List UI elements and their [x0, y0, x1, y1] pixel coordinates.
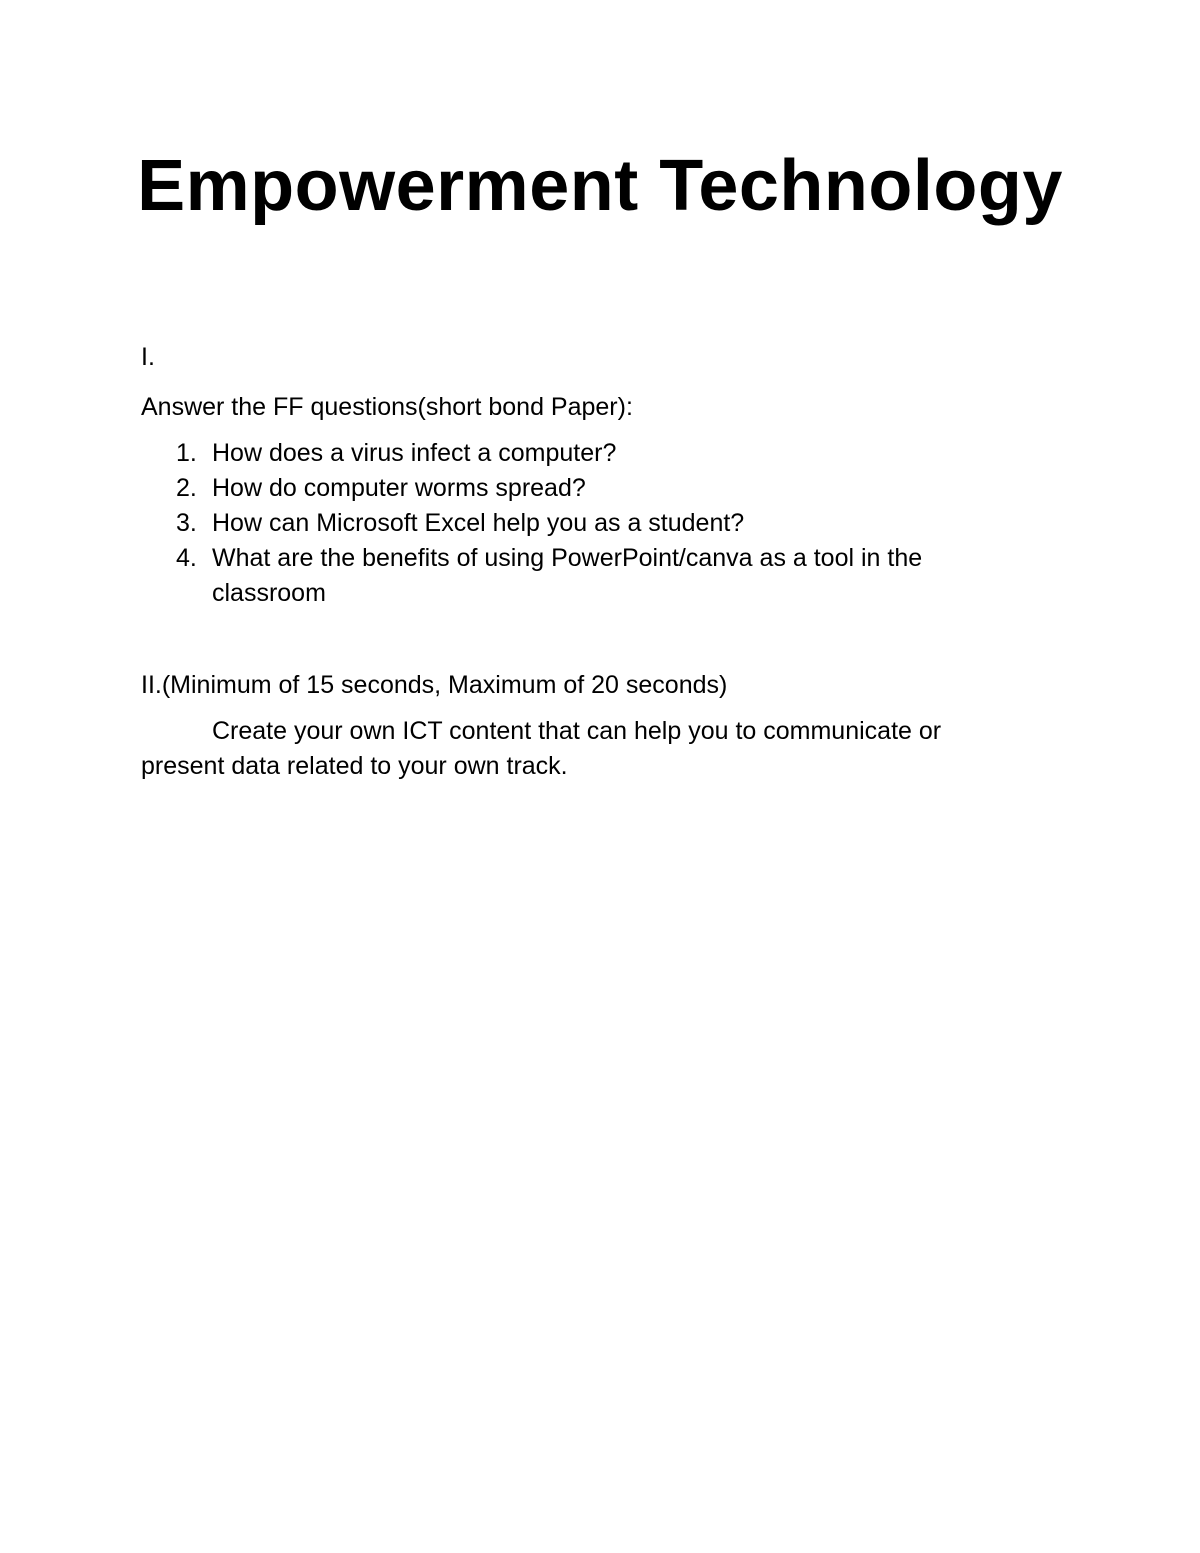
- question-text: How does a virus infect a computer?: [212, 439, 617, 467]
- question-item: [141, 506, 1041, 541]
- question-number: 4.: [176, 544, 197, 572]
- section-1-instructions: Answer the FF questions(short bond Paper):: [141, 393, 633, 421]
- document-title: Empowerment Technology: [137, 146, 1063, 226]
- question-list: [141, 436, 1041, 611]
- question-item: [141, 436, 1041, 471]
- question-item: [141, 541, 1041, 611]
- question-item: [141, 471, 1041, 506]
- question-text: What are the benefits of using PowerPoint/canva as a tool in the classroom: [212, 544, 923, 607]
- question-number: 2.: [176, 474, 197, 502]
- section-2-instructions: Create your own ICT content that can help you to communicate or present data related to your own track.: [141, 717, 942, 780]
- section-1-heading: I.: [141, 343, 155, 371]
- question-text: How do computer worms spread?: [212, 474, 586, 502]
- question-text: How can Microsoft Excel help you as a student?: [212, 509, 745, 537]
- section-2-heading: II.(Minimum of 15 seconds, Maximum of 20 seconds): [141, 671, 728, 699]
- question-number: 1.: [176, 439, 197, 467]
- question-number: 3.: [176, 509, 197, 537]
